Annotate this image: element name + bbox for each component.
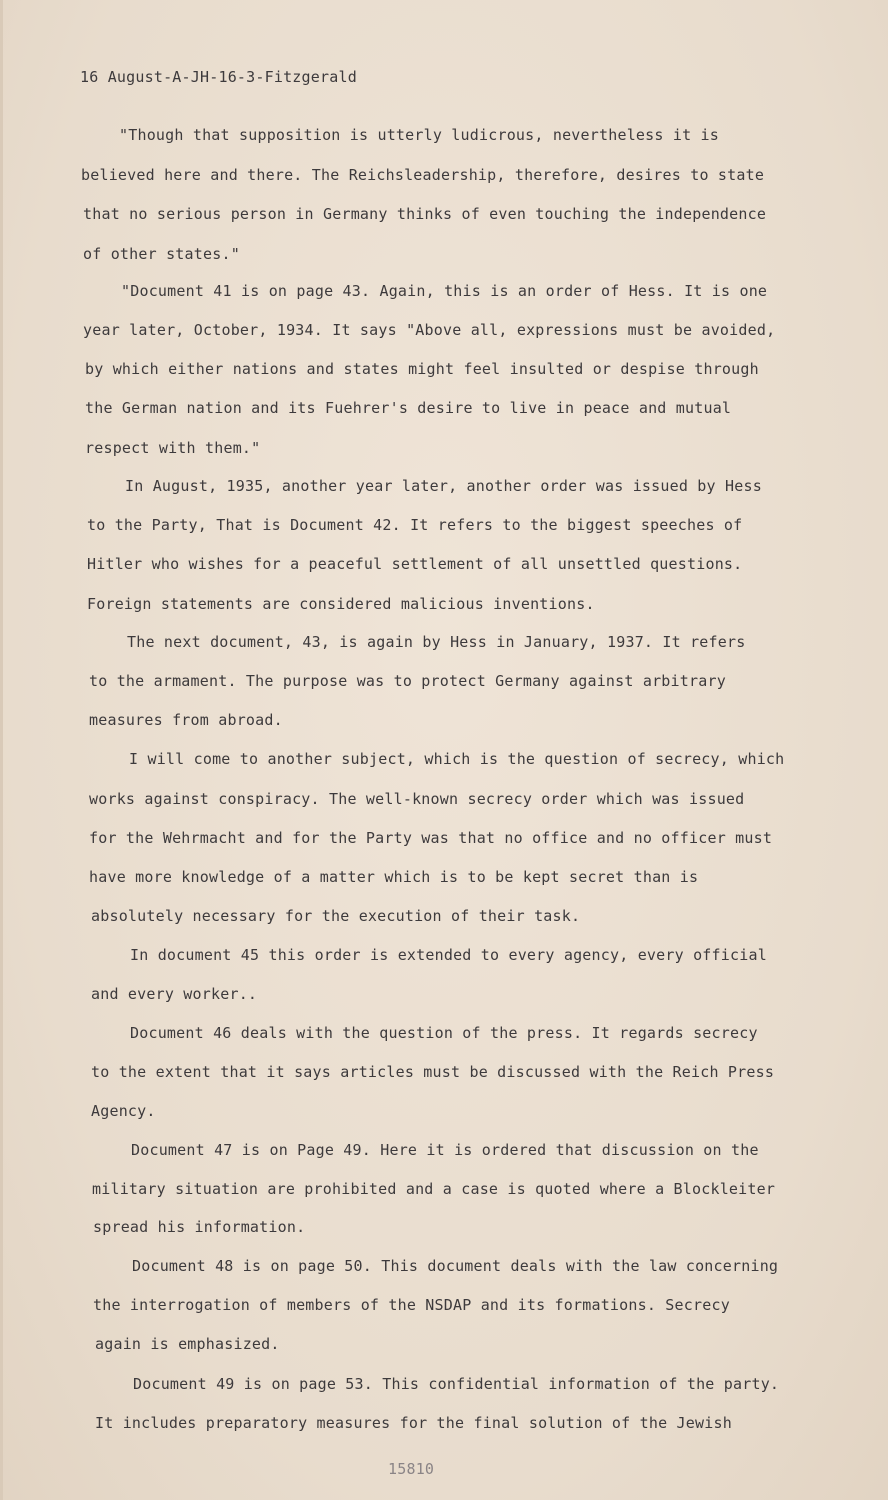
- text-line: to the armament. The purpose was to protect Germany against arbitrary: [89, 672, 726, 690]
- text-line: Document 49 is on page 53. This confidential information of the party.: [133, 1375, 780, 1393]
- text-line: to the Party, That is Document 42. It refers to the biggest speeches of: [87, 516, 743, 534]
- page-number: 15810: [388, 1460, 435, 1478]
- text-line: spread his information.: [93, 1218, 306, 1236]
- text-line: "Though that supposition is utterly ludicrous, nevertheless it is: [119, 126, 719, 144]
- text-line: year later, October, 1934. It says "Above all, expressions must be avoided,: [83, 321, 776, 339]
- text-line: "Document 41 is on page 43. Again, this is an order of Hess. It is one: [121, 282, 768, 300]
- text-line: Document 46 deals with the question of the press. It regards secrecy: [130, 1024, 758, 1042]
- text-line: military situation are prohibited and a case is quoted where a Blockleiter: [92, 1180, 776, 1198]
- text-line: In August, 1935, another year later, another order was issued by Hess: [125, 477, 762, 495]
- text-line: believed here and there. The Reichsleadership, therefore, desires to state: [81, 166, 765, 184]
- text-line: that no serious person in Germany thinks of even touching the independence: [83, 205, 767, 223]
- text-line: works against conspiracy. The well-known secrecy order which was issued: [89, 790, 745, 808]
- text-line: The next document, 43, is again by Hess in January, 1937. It refers: [127, 633, 746, 651]
- text-line: It includes preparatory measures for the final solution of the Jewish: [95, 1414, 732, 1432]
- text-line: Foreign statements are considered malicious inventions.: [87, 595, 595, 613]
- text-line: Hitler who wishes for a peaceful settlement of all unsettled questions.: [87, 555, 743, 573]
- text-line: and every worker..: [91, 985, 258, 1003]
- text-line: In document 45 this order is extended to every agency, every official: [130, 946, 767, 964]
- text-line: absolutely necessary for the execution of their task.: [91, 907, 581, 925]
- text-line: respect with them.": [85, 439, 261, 457]
- text-line: by which either nations and states might feel insulted or despise through: [85, 360, 759, 378]
- text-line: of other states.": [83, 245, 240, 263]
- text-line: the interrogation of members of the NSDAP and its formations. Secrecy: [93, 1296, 730, 1314]
- document-reference: 16 August-A-JH-16-3-Fitzgerald: [80, 68, 357, 86]
- text-line: Agency.: [91, 1102, 156, 1120]
- text-line: for the Wehrmacht and for the Party was that no office and no officer must: [89, 829, 773, 847]
- text-line: Document 47 is on Page 49. Here it is ordered that discussion on the: [131, 1141, 759, 1159]
- text-line: again is emphasized.: [95, 1335, 280, 1353]
- text-line: to the extent that it says articles must be discussed with the Reich Press: [91, 1063, 775, 1081]
- text-line: measures from abroad.: [89, 711, 283, 729]
- text-line: I will come to another subject, which is the question of secrecy, which: [129, 750, 785, 768]
- text-line: the German nation and its Fuehrer's desire to live in peace and mutual: [85, 399, 732, 417]
- text-line: Document 48 is on page 50. This document deals with the law concerning: [132, 1257, 779, 1275]
- text-line: have more knowledge of a matter which is to be kept secret than is: [89, 868, 699, 886]
